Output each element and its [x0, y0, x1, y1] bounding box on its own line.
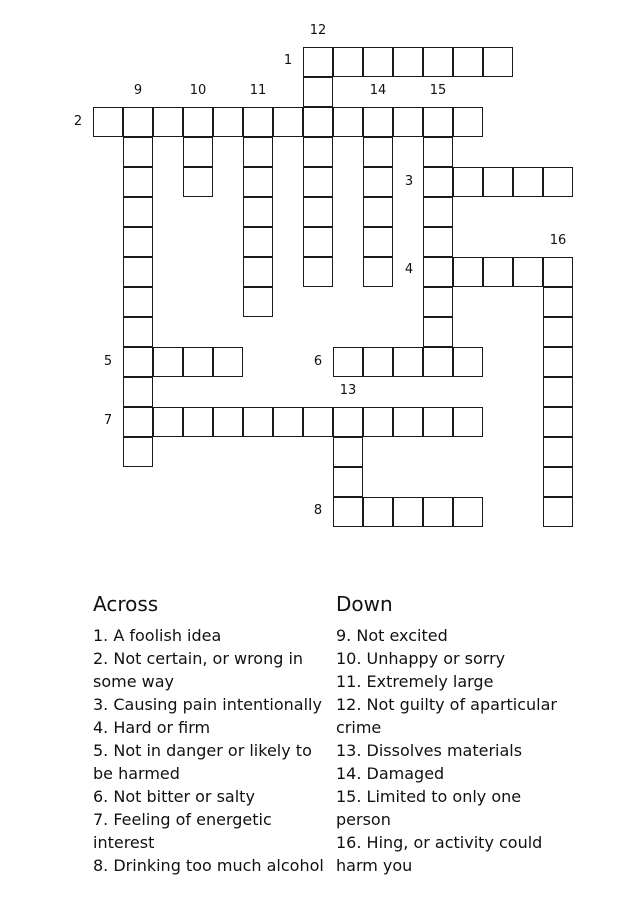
grid-cell[interactable]: [363, 197, 393, 227]
grid-cell[interactable]: [543, 257, 573, 287]
grid-cell[interactable]: [303, 257, 333, 287]
grid-cell[interactable]: [123, 197, 153, 227]
down-heading: Down: [336, 592, 393, 616]
clue-number: 12: [309, 23, 327, 38]
grid-cell[interactable]: [213, 347, 243, 377]
clue-number: 14: [369, 83, 387, 98]
grid-cell[interactable]: [153, 107, 183, 137]
grid-cell[interactable]: [123, 347, 153, 377]
grid-cell[interactable]: [423, 167, 453, 197]
grid-cell[interactable]: [423, 317, 453, 347]
grid-cell[interactable]: [333, 347, 363, 377]
across-clue-5: 5. Not in danger or likely to be harmed: [93, 741, 312, 783]
down-clue-9: 9. Not excited: [336, 626, 448, 645]
grid-cell[interactable]: [423, 197, 453, 227]
grid-cell[interactable]: [183, 167, 213, 197]
grid-cell[interactable]: [93, 107, 123, 137]
down-clue-12: 12. Not guilty of aparticular crime: [336, 695, 557, 737]
grid-cell[interactable]: [453, 497, 483, 527]
clue-number: 4: [404, 262, 414, 277]
grid-cell[interactable]: [243, 137, 273, 167]
grid-cell[interactable]: [423, 137, 453, 167]
grid-cell[interactable]: [423, 497, 453, 527]
across-clue-1: 1. A foolish idea: [93, 626, 222, 645]
grid-cell[interactable]: [303, 47, 333, 77]
grid-cell[interactable]: [333, 47, 363, 77]
grid-cell[interactable]: [213, 107, 243, 137]
grid-cell[interactable]: [363, 227, 393, 257]
grid-cell[interactable]: [183, 107, 213, 137]
clue-number: 5: [103, 354, 113, 369]
grid-cell[interactable]: [123, 377, 153, 407]
down-clue-15: 15. Limited to only one person: [336, 787, 522, 829]
grid-cell[interactable]: [543, 407, 573, 437]
across-clue-3: 3. Causing pain intentionally: [93, 695, 322, 714]
grid-cell[interactable]: [333, 497, 363, 527]
grid-cell[interactable]: [303, 107, 333, 137]
clue-number: 2: [73, 114, 83, 129]
grid-cell[interactable]: [243, 407, 273, 437]
across-clues: [93, 590, 333, 877]
clue-number: 6: [313, 354, 323, 369]
grid-cell[interactable]: [423, 107, 453, 137]
across-clue-2: 2. Not certain, or wrong in some way: [93, 649, 304, 691]
grid-cell[interactable]: [483, 257, 513, 287]
grid-cell[interactable]: [513, 257, 543, 287]
grid-cell[interactable]: [123, 407, 153, 437]
grid-cell[interactable]: [183, 407, 213, 437]
clue-number: 9: [133, 83, 143, 98]
grid-cell[interactable]: [423, 227, 453, 257]
grid-cell[interactable]: [183, 137, 213, 167]
grid-cell[interactable]: [273, 107, 303, 137]
down-clue-10: 10. Unhappy or sorry: [336, 649, 506, 668]
grid-cell[interactable]: [483, 167, 513, 197]
across-clue-7: 7. Feeling of energetic interest: [93, 810, 272, 852]
grid-cell[interactable]: [363, 497, 393, 527]
grid-cell[interactable]: [543, 167, 573, 197]
grid-cell[interactable]: [273, 407, 303, 437]
grid-cell[interactable]: [543, 317, 573, 347]
grid-cell[interactable]: [303, 167, 333, 197]
grid-cell[interactable]: [123, 227, 153, 257]
across-clue-8: 8. Drinking too much alcohol: [93, 856, 324, 875]
clue-number: 10: [189, 83, 207, 98]
down-clue-14: 14. Damaged: [336, 764, 445, 783]
grid-cell[interactable]: [423, 347, 453, 377]
grid-cell[interactable]: [543, 467, 573, 497]
grid-cell[interactable]: [423, 47, 453, 77]
grid-cell[interactable]: [363, 407, 393, 437]
grid-cell[interactable]: [543, 287, 573, 317]
clue-number: 16: [549, 233, 567, 248]
grid-cell[interactable]: [123, 167, 153, 197]
clue-number: 11: [249, 83, 267, 98]
grid-cell[interactable]: [453, 47, 483, 77]
grid-cell[interactable]: [513, 167, 543, 197]
grid-cell[interactable]: [423, 257, 453, 287]
grid-cell[interactable]: [303, 137, 333, 167]
grid-cell[interactable]: [243, 197, 273, 227]
grid-cell[interactable]: [393, 47, 423, 77]
clue-number: 3: [404, 174, 414, 189]
grid-cell[interactable]: [453, 257, 483, 287]
grid-cell[interactable]: [363, 47, 393, 77]
grid-cell[interactable]: [543, 437, 573, 467]
grid-cell[interactable]: [453, 407, 483, 437]
grid-cell[interactable]: [123, 257, 153, 287]
down-clue-16: 16. Hing, or activity could harm you: [336, 833, 543, 875]
down-clue-11: 11. Extremely large: [336, 672, 494, 691]
grid-cell[interactable]: [393, 497, 423, 527]
grid-cell[interactable]: [363, 107, 393, 137]
grid-cell[interactable]: [333, 437, 363, 467]
grid-cell[interactable]: [243, 287, 273, 317]
grid-cell[interactable]: [333, 407, 363, 437]
across-clue-6: 6. Not bitter or salty: [93, 787, 255, 806]
grid-cell[interactable]: [153, 347, 183, 377]
grid-cell[interactable]: [243, 167, 273, 197]
grid-cell[interactable]: [153, 407, 183, 437]
grid-cell[interactable]: [453, 347, 483, 377]
grid-cell[interactable]: [363, 257, 393, 287]
grid-cell[interactable]: [483, 47, 513, 77]
grid-cell[interactable]: [423, 287, 453, 317]
grid-cell[interactable]: [423, 407, 453, 437]
grid-cell[interactable]: [333, 467, 363, 497]
clue-number: 7: [103, 413, 113, 428]
across-clue-4: 4. Hard or firm: [93, 718, 211, 737]
grid-cell[interactable]: [303, 77, 333, 107]
grid-cell[interactable]: [123, 317, 153, 347]
grid-cell[interactable]: [333, 107, 363, 137]
down-clue-13: 13. Dissolves materials: [336, 741, 523, 760]
clue-number: 8: [313, 503, 323, 518]
grid-cell[interactable]: [393, 347, 423, 377]
grid-cell[interactable]: [393, 407, 423, 437]
clue-number: 15: [429, 83, 447, 98]
across-heading: Across: [93, 592, 159, 616]
grid-cell[interactable]: [303, 407, 333, 437]
grid-cell[interactable]: [213, 407, 243, 437]
grid-cell[interactable]: [363, 137, 393, 167]
grid-cell[interactable]: [123, 137, 153, 167]
grid-cell[interactable]: [243, 107, 273, 137]
clue-number: 1: [283, 53, 293, 68]
grid-cell[interactable]: [243, 227, 273, 257]
grid-cell[interactable]: [123, 107, 153, 137]
grid-cell[interactable]: [363, 347, 393, 377]
grid-cell[interactable]: [123, 287, 153, 317]
down-clues: [336, 590, 576, 877]
grid-cell[interactable]: [543, 497, 573, 527]
grid-cell[interactable]: [543, 347, 573, 377]
grid-cell[interactable]: [303, 227, 333, 257]
clue-number: 13: [339, 383, 357, 398]
grid-cell[interactable]: [243, 257, 273, 287]
grid-cell[interactable]: [453, 167, 483, 197]
grid-cell[interactable]: [303, 197, 333, 227]
grid-cell[interactable]: [453, 107, 483, 137]
grid-cell[interactable]: [393, 107, 423, 137]
grid-cell[interactable]: [183, 347, 213, 377]
grid-cell[interactable]: [363, 167, 393, 197]
grid-cell[interactable]: [543, 377, 573, 407]
grid-cell[interactable]: [123, 437, 153, 467]
